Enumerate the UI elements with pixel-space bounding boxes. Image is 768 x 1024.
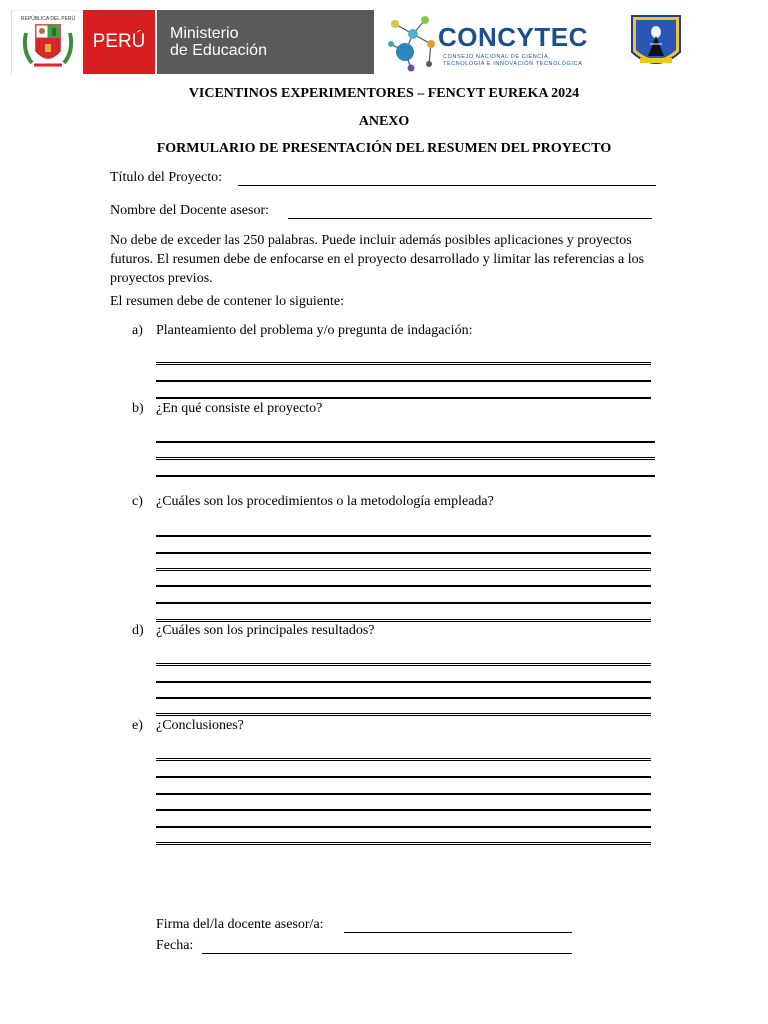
answer-line[interactable] bbox=[156, 380, 651, 382]
question-c-letter: c) bbox=[132, 494, 143, 509]
answer-line[interactable] bbox=[156, 457, 655, 460]
answer-line[interactable] bbox=[156, 602, 651, 604]
concytec-sub-line-2: TECNOLOGÍA E INNOVACIÓN TECNOLÓGICA bbox=[443, 61, 583, 67]
question-b-text: ¿En qué consiste el proyecto? bbox=[156, 401, 323, 416]
header bbox=[0, 0, 768, 80]
school-crest-icon bbox=[630, 14, 682, 72]
date-line[interactable] bbox=[202, 953, 572, 954]
project-title-line[interactable] bbox=[238, 185, 656, 186]
answer-line[interactable] bbox=[156, 758, 651, 761]
annex-title: ANEXO bbox=[358, 114, 410, 129]
answer-line[interactable] bbox=[156, 362, 651, 365]
answer-line[interactable] bbox=[156, 697, 651, 699]
ministry-logo bbox=[157, 10, 374, 74]
answer-line[interactable] bbox=[156, 475, 655, 477]
peru-coat-of-arms bbox=[11, 10, 84, 75]
molecule-icon bbox=[383, 12, 443, 76]
instructions-intro: El resumen debe de contener lo siguiente: bbox=[110, 294, 345, 309]
form-title: FORMULARIO DE PRESENTACIÓN DEL RESUMEN DEL PROYECTO bbox=[156, 141, 612, 156]
date-label: Fecha: bbox=[156, 938, 194, 953]
answer-line[interactable] bbox=[156, 585, 651, 587]
signature-line[interactable] bbox=[344, 932, 572, 933]
answer-line[interactable] bbox=[156, 809, 651, 811]
answer-line[interactable] bbox=[156, 535, 651, 537]
answer-line[interactable] bbox=[156, 568, 651, 571]
question-b-letter: b) bbox=[132, 401, 144, 416]
advisor-label: Nombre del Docente asesor: bbox=[110, 203, 269, 218]
concytec-name: CONCYTEC bbox=[438, 22, 588, 52]
answer-line[interactable] bbox=[156, 681, 651, 683]
concytec-subtitle bbox=[443, 54, 582, 68]
peru-label bbox=[83, 10, 155, 74]
answer-line[interactable] bbox=[156, 441, 655, 443]
answer-line[interactable] bbox=[156, 793, 651, 795]
answer-line[interactable] bbox=[156, 826, 651, 828]
ministry-line-1: Ministerio bbox=[170, 25, 239, 42]
shield-text: REPÚBLICA DEL PERÚ bbox=[20, 16, 76, 22]
project-title-label: Título del Proyecto: bbox=[110, 170, 222, 185]
question-e-text: ¿Conclusiones? bbox=[156, 718, 244, 733]
answer-line[interactable] bbox=[156, 663, 651, 666]
question-a-text: Planteamiento del problema y/o pregunta de indagación: bbox=[156, 323, 473, 338]
advisor-line[interactable] bbox=[288, 218, 652, 219]
school-crest bbox=[630, 14, 682, 72]
concytec-logo bbox=[383, 12, 599, 76]
signature-label: Firma del/la docente asesor/a: bbox=[156, 917, 324, 932]
ministry-line-2: de Educación bbox=[170, 42, 267, 59]
coat-of-arms-icon bbox=[12, 11, 84, 75]
answer-line[interactable] bbox=[156, 842, 651, 845]
main-title: VICENTINOS EXPERIMENTORES – FENCYT EUREKA 2024 bbox=[188, 86, 580, 101]
answer-line[interactable] bbox=[156, 619, 651, 622]
question-e-letter: e) bbox=[132, 718, 143, 733]
concytec-sub-line-1: CONSEJO NACIONAL DE CIENCIA, bbox=[443, 54, 551, 60]
question-a-letter: a) bbox=[132, 323, 143, 338]
peru-text: PERÚ bbox=[92, 31, 146, 52]
answer-line[interactable] bbox=[156, 552, 651, 554]
answer-line[interactable] bbox=[156, 776, 651, 778]
question-d-text: ¿Cuáles son los principales resultados? bbox=[156, 623, 375, 638]
instructions-paragraph: No debe de exceder las 250 palabras. Puede incluir además posibles aplicaciones y proyectos futuros. El resumen debe de enfocarse en el proyecto desarrollado y limitar las referencias a los proyectos previos. bbox=[110, 233, 645, 286]
answer-line[interactable] bbox=[156, 397, 651, 399]
question-d-letter: d) bbox=[132, 623, 144, 638]
answer-line[interactable] bbox=[156, 713, 651, 716]
question-c-text: ¿Cuáles son los procedimientos o la metodología empleada? bbox=[156, 494, 494, 509]
